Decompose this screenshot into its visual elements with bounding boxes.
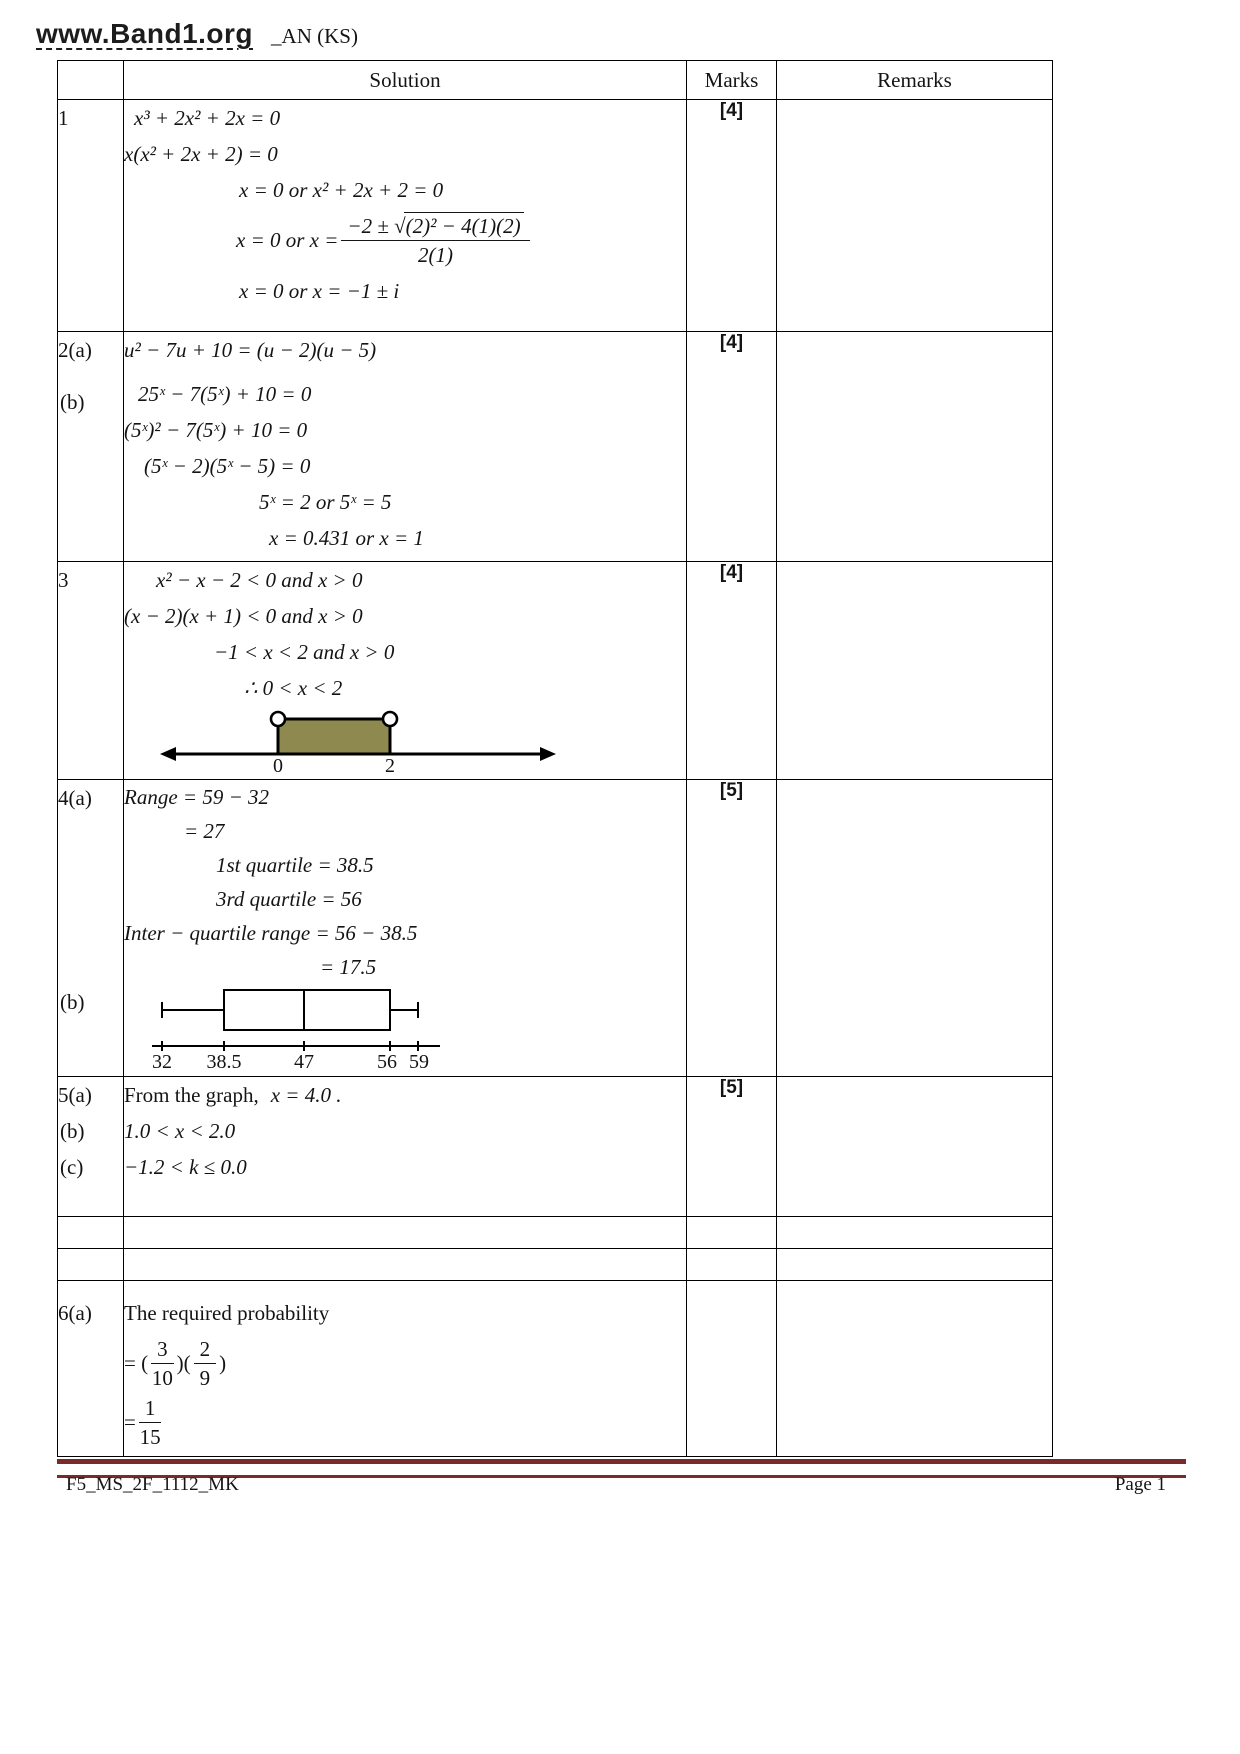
remarks-cell bbox=[777, 100, 1053, 332]
marks-cell bbox=[687, 1217, 777, 1249]
col-header-remarks: Remarks bbox=[777, 61, 1053, 100]
question-number: 3 bbox=[58, 568, 69, 592]
box-plot-diagram bbox=[150, 984, 450, 1072]
axis-label: 59 bbox=[409, 1051, 429, 1072]
question-number-cell bbox=[58, 1281, 124, 1457]
site-logo: www.Band1.org bbox=[36, 18, 254, 49]
marks-value: [5] bbox=[719, 1077, 744, 1098]
remarks-cell bbox=[777, 780, 1053, 1077]
solution-line bbox=[124, 1396, 686, 1449]
solution-line: x(x² + 2x + 2) = 0 bbox=[124, 142, 278, 166]
solution-cell bbox=[124, 1249, 687, 1281]
solution-line bbox=[124, 1337, 686, 1390]
row-q6 bbox=[58, 1281, 1053, 1457]
row-q2 bbox=[58, 332, 1053, 562]
remarks-cell bbox=[777, 1281, 1053, 1457]
question-number-cell bbox=[58, 1217, 124, 1249]
solution-line: −1.2 < k ≤ 0.0 bbox=[124, 1155, 247, 1179]
solution-line: −1 < x < 2 and x > 0 bbox=[214, 640, 395, 664]
marks-cell bbox=[687, 1249, 777, 1281]
fraction-denominator: 9 bbox=[199, 1366, 211, 1391]
remarks-cell bbox=[777, 1217, 1053, 1249]
fraction bbox=[151, 1337, 174, 1390]
solution-line: 1.0 < x < 2.0 bbox=[124, 1119, 236, 1143]
solution-line: ∴ 0 < x < 2 bbox=[244, 676, 343, 700]
question-number-cell bbox=[58, 780, 124, 1077]
row-q5 bbox=[58, 1077, 1053, 1217]
left-arrowhead bbox=[160, 747, 176, 761]
endpoint-label-left: 0 bbox=[273, 755, 283, 774]
question-number-cell bbox=[58, 1249, 124, 1281]
question-number: 5(a) bbox=[58, 1083, 92, 1107]
fraction-denominator: 10 bbox=[151, 1366, 173, 1391]
solution-line: (5ˣ − 2)(5ˣ − 5) = 0 bbox=[144, 454, 311, 478]
solution-line bbox=[236, 214, 686, 267]
marks-cell bbox=[687, 780, 777, 1077]
table-header-row bbox=[58, 61, 1053, 100]
radicand: (2)² − 4(1)(2) bbox=[404, 212, 524, 238]
math-prefix: = ( bbox=[124, 1351, 149, 1376]
solution-line: x = 0.431 or x = 1 bbox=[269, 526, 424, 550]
right-arrowhead bbox=[540, 747, 556, 761]
row-empty-1 bbox=[58, 1217, 1053, 1249]
solution-line: 25ˣ − 7(5ˣ) + 10 = 0 bbox=[138, 382, 312, 406]
solution-line: = 27 bbox=[184, 819, 225, 843]
page-number: Page 1 bbox=[1114, 1474, 1166, 1495]
math-prefix: x = 0 or x = bbox=[236, 228, 339, 253]
remarks-cell bbox=[777, 562, 1053, 780]
fraction-denominator: 2(1) bbox=[417, 243, 453, 268]
document-code: F5_MS_2F_1112_MK bbox=[66, 1474, 239, 1495]
endpoint-label-right: 2 bbox=[385, 755, 395, 774]
solution-cell bbox=[124, 780, 687, 1077]
solution-cell bbox=[124, 332, 687, 562]
col-header-marks: Marks bbox=[687, 61, 777, 100]
solution-cell bbox=[124, 1281, 687, 1457]
question-number-cell bbox=[58, 100, 124, 332]
solution-line: Inter − quartile range = 56 − 38.5 bbox=[124, 921, 418, 945]
question-number: 6(a) bbox=[58, 1301, 92, 1325]
text-part: From the graph, bbox=[124, 1083, 259, 1107]
marks-cell bbox=[687, 562, 777, 780]
solution-cell bbox=[124, 1217, 687, 1249]
header-annotation: _AN (KS) bbox=[271, 24, 358, 48]
col-header-number bbox=[58, 61, 124, 100]
axis-label: 56 bbox=[377, 1051, 397, 1072]
math-mid: )( bbox=[176, 1351, 191, 1376]
marks-cell bbox=[687, 1077, 777, 1217]
solution-line: = 17.5 bbox=[320, 955, 377, 979]
solution-line: x³ + 2x² + 2x = 0 bbox=[134, 106, 281, 130]
question-number: (b) bbox=[60, 390, 85, 414]
marks-value: [4] bbox=[719, 562, 744, 583]
marks-value: [4] bbox=[719, 100, 744, 121]
solution-cell bbox=[124, 1077, 687, 1217]
fraction bbox=[341, 214, 529, 267]
remarks-cell bbox=[777, 332, 1053, 562]
solution-line: The required probability bbox=[124, 1301, 330, 1325]
question-number: 1 bbox=[58, 106, 69, 130]
math-part: x = 4.0 . bbox=[270, 1083, 342, 1107]
marks-cell bbox=[687, 100, 777, 332]
page-footer bbox=[66, 1474, 1166, 1496]
fraction bbox=[139, 1396, 162, 1449]
axis-label: 32 bbox=[152, 1051, 172, 1072]
axis-label: 47 bbox=[294, 1051, 314, 1072]
solution-interval-region bbox=[278, 719, 390, 754]
row-q4 bbox=[58, 780, 1053, 1077]
fraction-numerator: 1 bbox=[139, 1396, 162, 1423]
marks-cell bbox=[687, 1281, 777, 1457]
iqr-box bbox=[224, 990, 390, 1030]
math-suffix: ) bbox=[219, 1351, 227, 1376]
remarks-cell bbox=[777, 1249, 1053, 1281]
fraction-numerator bbox=[341, 214, 529, 241]
question-number: (b) bbox=[60, 1119, 85, 1143]
open-endpoint-right bbox=[383, 712, 397, 726]
math-prefix: = bbox=[124, 1410, 136, 1435]
row-empty-2 bbox=[58, 1249, 1053, 1281]
question-number-cell bbox=[58, 332, 124, 562]
page-header bbox=[36, 18, 358, 50]
fraction bbox=[194, 1337, 217, 1390]
question-number-cell bbox=[58, 562, 124, 780]
solution-line: 5ˣ = 2 or 5ˣ = 5 bbox=[259, 490, 392, 514]
question-number-cell bbox=[58, 1077, 124, 1217]
solution-line bbox=[124, 1077, 686, 1113]
open-endpoint-left bbox=[271, 712, 285, 726]
col-header-solution: Solution bbox=[124, 61, 687, 100]
fraction-numerator: 3 bbox=[151, 1337, 174, 1364]
remarks-cell bbox=[777, 1077, 1053, 1217]
fraction-denominator: 15 bbox=[139, 1425, 161, 1450]
solution-line: x = 0 or x = −1 ± i bbox=[239, 279, 400, 304]
solution-line: 1st quartile = 38.5 bbox=[216, 853, 374, 877]
solution-line: (x − 2)(x + 1) < 0 and x > 0 bbox=[124, 604, 363, 628]
question-number: (c) bbox=[60, 1155, 84, 1179]
number-line-diagram bbox=[158, 710, 558, 774]
solution-line: u² − 7u + 10 = (u − 2)(u − 5) bbox=[124, 338, 377, 362]
solution-cell bbox=[124, 562, 687, 780]
axis-label: 38.5 bbox=[206, 1051, 242, 1072]
row-q3 bbox=[58, 562, 1053, 780]
marks-cell bbox=[687, 332, 777, 562]
solution-line: x = 0 or x² + 2x + 2 = 0 bbox=[239, 178, 444, 202]
marks-value: [5] bbox=[719, 780, 744, 801]
marking-scheme-table bbox=[57, 60, 1053, 1457]
solution-line: (5ˣ)² − 7(5ˣ) + 10 = 0 bbox=[124, 418, 308, 442]
question-number: 4(a) bbox=[58, 786, 92, 810]
marks-value: [4] bbox=[719, 332, 744, 353]
row-q1 bbox=[58, 100, 1053, 332]
question-number: 2(a) bbox=[58, 338, 92, 362]
question-number: (b) bbox=[60, 990, 85, 1014]
solution-line: 3rd quartile = 56 bbox=[216, 887, 362, 911]
radical-prefix: −2 ± √ bbox=[347, 214, 406, 238]
solution-cell bbox=[124, 100, 687, 332]
fraction-numerator: 2 bbox=[194, 1337, 217, 1364]
solution-line: Range = 59 − 32 bbox=[124, 785, 269, 809]
solution-line: x² − x − 2 < 0 and x > 0 bbox=[156, 568, 363, 592]
